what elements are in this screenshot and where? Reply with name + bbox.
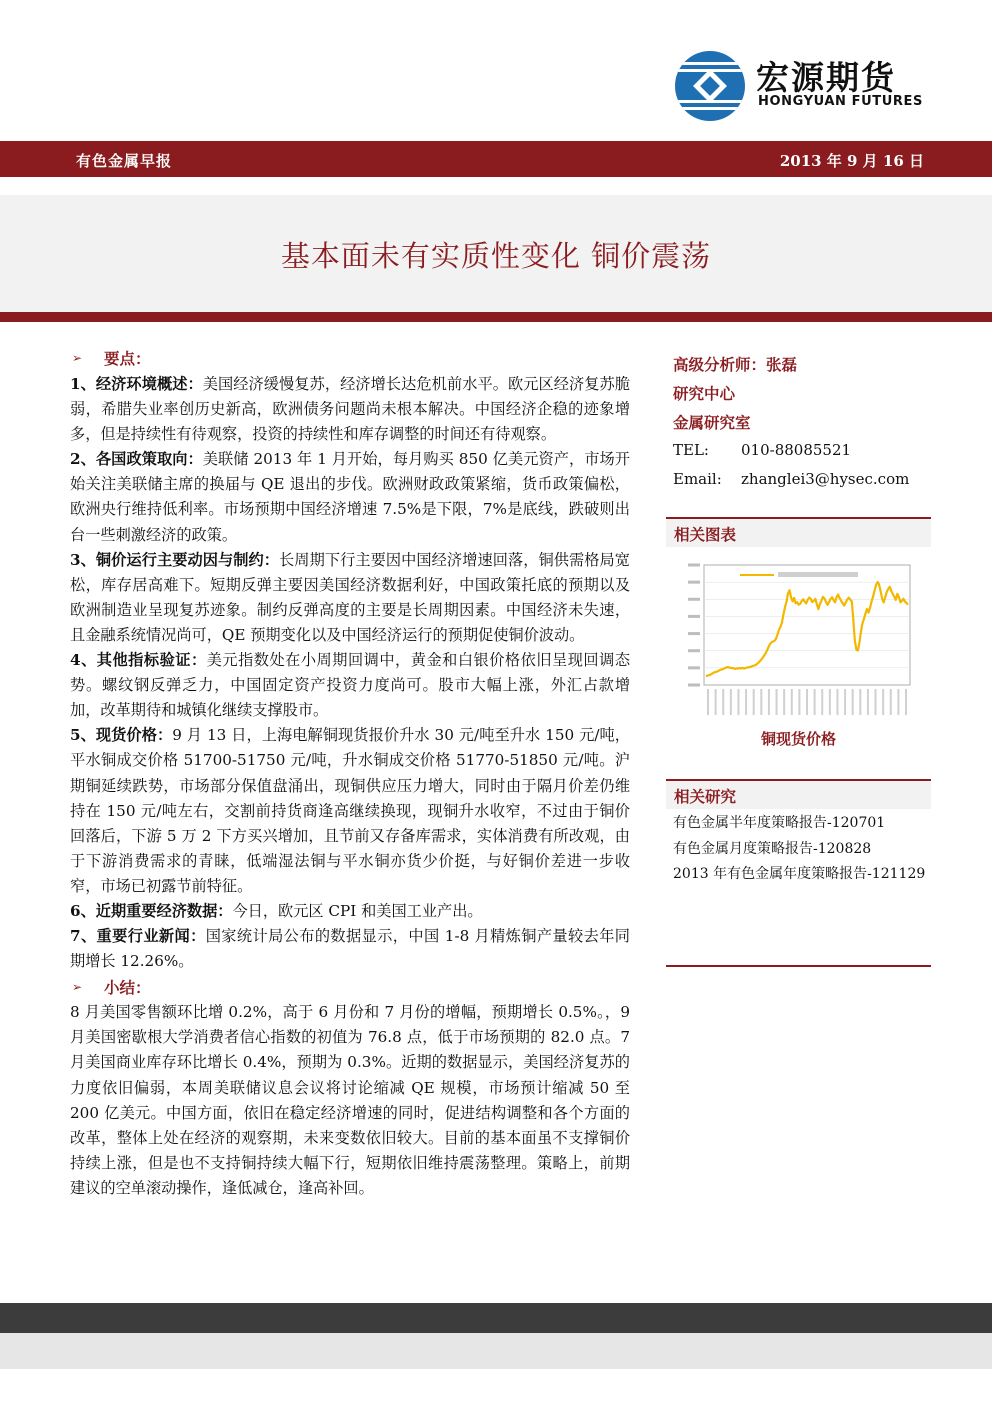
key-point-item bbox=[70, 924, 630, 974]
research-item[interactable]: 有色金属半年度策略报告-120701 bbox=[673, 815, 886, 831]
key-point-text: 国家统计局公布的数据显示，中国 1-8 月精炼铜产量较去年同期增长 12.26%。 bbox=[70, 927, 630, 971]
summary-heading: ➢ 小结： bbox=[70, 974, 630, 1000]
contact-info bbox=[673, 436, 931, 494]
y-tick-label bbox=[688, 581, 700, 584]
x-tick-label bbox=[905, 689, 907, 715]
x-tick-label bbox=[829, 689, 831, 715]
x-tick-label bbox=[722, 689, 724, 715]
key-point-item bbox=[70, 447, 630, 547]
x-tick-label bbox=[745, 689, 747, 715]
footer-bar bbox=[0, 1303, 992, 1333]
x-tick-label bbox=[768, 689, 770, 715]
header-band bbox=[0, 141, 992, 177]
research-divider bbox=[666, 965, 931, 967]
x-tick-label bbox=[867, 689, 869, 715]
key-point-item bbox=[70, 899, 630, 924]
key-point-lead: 3、铜价运行主要动因与制约： bbox=[70, 550, 280, 569]
x-tick-label bbox=[760, 689, 762, 715]
y-tick-label bbox=[688, 632, 700, 635]
chart-caption: 铜现货价格 bbox=[760, 730, 836, 748]
key-point-lead: 4、其他指标验证： bbox=[70, 651, 207, 670]
key-point-text: 美国经济缓慢复苏，经济增长达危机前水平。欧元区经济复苏脆弱，希腊失业率创历史新高，欧洲债务问题尚未根本解决。中国经济企稳的迹象增多，但是持续性有待观察，投资的持续性和库存调整的时间还有待观察。 bbox=[70, 375, 631, 444]
key-point-lead: 5、现货价格： bbox=[70, 726, 173, 745]
tel-row bbox=[673, 436, 931, 465]
sub-department: 金属研究室 bbox=[673, 413, 751, 432]
key-point-text: 9 月 13 日，上海电解铜现货报价升水 30 元/吨至升水 150 元/吨，平水铜成交价格 51700-51750 元/吨，升水铜成交价格 51770-51850 元/吨。沪期铜延续跌势，市场部分保值盘涌出，现铜供应压力增大，同时由于隔月价差仍维持在 150 元/吨左右，交割前持货商逢高继续换现，现铜升水收窄，不过由于铜价回落后，下游 5 万 2 下方买兴增加，且节前又存备库需求，实体消费有所改观，由于下游消费需求的青睐，低端湿法铜与平水铜亦货少价挺，与好铜价差进一步收窄，市场已初露节前特征。 bbox=[70, 726, 630, 895]
key-point-item bbox=[70, 372, 630, 447]
report-date: 2013 年 9 月 16 日 bbox=[779, 152, 924, 170]
company-logo bbox=[674, 48, 923, 128]
arrow-bullet-icon: ➢ bbox=[72, 979, 83, 994]
summary-text: 8 月美国零售额环比增 0.2%，高于 6 月份和 7 月份的增幅，预期增长 0.5%。，9 月美国密歇根大学消费者信心指数的初值为 76.8 点，低于市场预期的 82.0 点。7 月美国商业库存环比增长 0.4%，预期为 0.3%。近期的数据显示，美国经济复苏的力度依旧偏弱，本周美联储议息会议将讨论缩减 QE 规模，市场预计缩减 50 至 200 亿美元。中国方面，依旧在稳定经济增速的同时，促进结构调整和各个方面的改革，整体上处在经济的观察期，未来变数依旧较大。目前的基本面虽不支撑铜价持续上涨，但是也不支持铜持续大幅下行，短期依旧维持震荡整理。策略上，前期建议的空单滚动操作，逢低减仓，逢高补回。 bbox=[70, 1003, 630, 1197]
email-row bbox=[673, 465, 931, 494]
key-point-text: 长周期下行主要因中国经济增速回落，铜供需格局宽松，库存居高难下。短期反弹主要因美国经济数据利好，中国政策托底的预期以及欧洲制造业呈现复苏迹象。制约反弹高度的主要是长周期因素。中国经济未失速，且金融系统情况尚可，QE 预期变化以及中国经济运行的预期促使铜价波动。 bbox=[70, 550, 630, 644]
analyst-info bbox=[673, 350, 931, 437]
key-point-lead: 7、重要行业新闻： bbox=[70, 927, 206, 946]
x-tick-label bbox=[821, 689, 823, 715]
x-tick-label bbox=[806, 689, 808, 715]
key-points-heading: ➢ 要点： bbox=[70, 346, 630, 372]
x-tick-label bbox=[852, 689, 854, 715]
key-point-lead: 6、近期重要经济数据： bbox=[70, 901, 233, 920]
key-point-item bbox=[70, 548, 630, 648]
tel-label: TEL: bbox=[673, 441, 709, 459]
y-tick-label bbox=[688, 649, 700, 652]
report-title: 基本面未有实质性变化 铜价震荡 bbox=[280, 239, 712, 273]
x-tick-label bbox=[791, 689, 793, 715]
x-tick-label bbox=[875, 689, 877, 715]
legend-label bbox=[778, 572, 858, 577]
logo-chinese-name: 宏源期货 bbox=[756, 58, 896, 97]
y-tick-label bbox=[688, 564, 700, 567]
y-tick-label bbox=[688, 666, 700, 669]
key-point-item bbox=[70, 648, 630, 723]
x-tick-label bbox=[814, 689, 816, 715]
y-tick-label bbox=[688, 598, 700, 601]
key-point-text: 美元指数处在小周期回调中，黄金和白银价格依旧呈现回调态势。螺纹钢反弹乏力，中国固定资产投资力度尚可。股市大幅上涨，外汇占款增加，改革期待和城镇化继续支撑股市。 bbox=[70, 651, 631, 720]
x-tick-label bbox=[715, 689, 717, 715]
x-tick-label bbox=[707, 689, 709, 715]
x-tick-label bbox=[730, 689, 732, 715]
hongyuan-logo-icon bbox=[674, 50, 746, 122]
x-tick-label bbox=[859, 689, 861, 715]
logo-english-name: HONGYUAN FUTURES bbox=[758, 94, 923, 109]
research-item[interactable]: 有色金属月度策略报告-120828 bbox=[673, 840, 872, 857]
footer-band bbox=[0, 1333, 992, 1369]
x-tick-label bbox=[753, 689, 755, 715]
key-point-item bbox=[70, 723, 630, 899]
x-tick-label bbox=[890, 689, 892, 715]
report-category: 有色金属早报 bbox=[76, 152, 173, 170]
tel-value: 010-88085521 bbox=[741, 441, 852, 459]
arrow-bullet-icon: ➢ bbox=[72, 351, 83, 366]
title-divider bbox=[0, 312, 992, 322]
x-tick-label bbox=[836, 689, 838, 715]
related-research-heading: 相关研究 bbox=[666, 779, 931, 809]
analyst-name: 高级分析师：张磊 bbox=[673, 355, 798, 374]
y-tick-label bbox=[688, 615, 700, 618]
department: 研究中心 bbox=[673, 384, 736, 403]
y-tick-label bbox=[688, 684, 700, 687]
x-tick-label bbox=[844, 689, 846, 715]
key-point-text: 今日，欧元区 CPI 和美国工业产出。 bbox=[232, 901, 483, 920]
related-charts-heading: 相关图表 bbox=[666, 517, 931, 547]
x-tick-label bbox=[737, 689, 739, 715]
x-tick-label bbox=[783, 689, 785, 715]
related-research-list bbox=[673, 811, 925, 888]
x-tick-label bbox=[882, 689, 884, 715]
research-item[interactable]: 2013 年有色金属年度策略报告-121129 bbox=[673, 866, 926, 882]
copper-spot-price-chart bbox=[684, 561, 912, 719]
x-tick-label bbox=[776, 689, 778, 715]
x-tick-label bbox=[798, 689, 800, 715]
main-content bbox=[70, 346, 630, 1201]
key-point-text: 美联储 2013 年 1 月开始，每月购买 850 亿美元资产，市场开始关注美联储主席的换届与 QE 退出的步伐。欧洲财政政策紧缩，货币政策偏松，欧洲央行维持低利率。市场预期中国经济增速 7.5%是下限，7%是底线，跌破则出台一些刺激经济的政策。 bbox=[70, 450, 630, 544]
key-point-lead: 1、经济环境概述： bbox=[70, 375, 203, 393]
x-tick-label bbox=[897, 689, 899, 715]
email-label: Email: bbox=[673, 470, 722, 488]
email-value[interactable]: zhanglei3@hysec.com bbox=[741, 470, 910, 488]
key-point-lead: 2、各国政策取向： bbox=[70, 450, 203, 469]
